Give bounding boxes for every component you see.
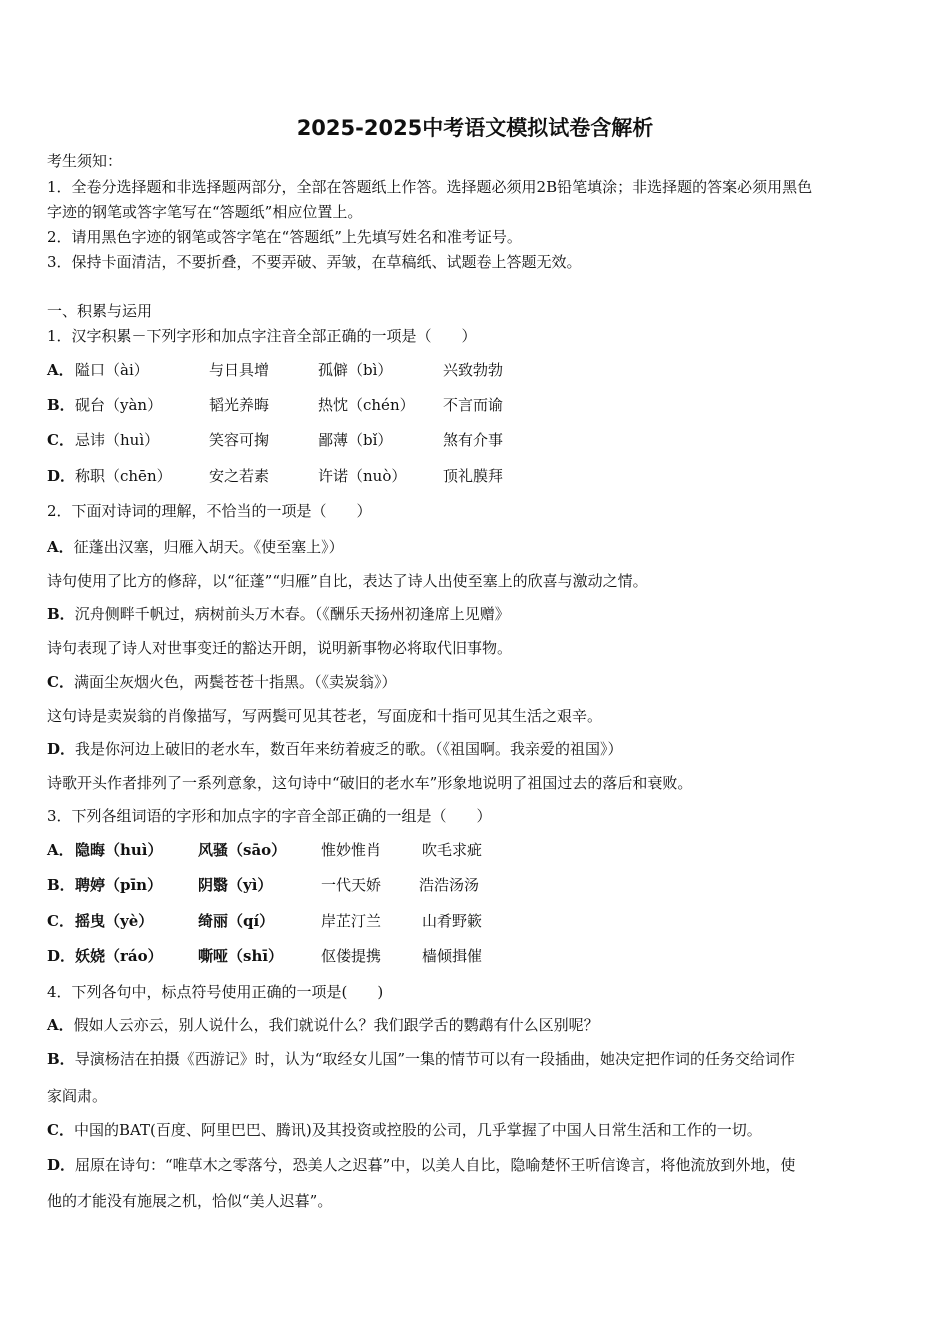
option-text: 我是你河边上破旧的老水车，数百年来纺着疲乏的歌。（《祖国啊。我亲爱的祖国》） (75, 740, 623, 758)
option-cell: 嘶哑（shī） (198, 947, 284, 965)
question-2-stem: 2．下面对诗词的理解，不恰当的一项是（ ） (47, 502, 372, 520)
q2-explanation-a: 诗句使用了比方的修辞，以“征蓬”“归雁”自比，表达了诗人出使至塞上的欣喜与激动之情。 (47, 572, 648, 590)
option-cell: 惟妙惟肖 (321, 841, 382, 859)
option-cell: 妖娆（ráo） (75, 947, 163, 965)
option-label: A． (47, 1016, 74, 1034)
option-cell: 鄙薄（bǐ） (318, 431, 393, 449)
option-cell: 风骚（sāo） (198, 841, 287, 859)
option-text: 征蓬出汉塞，归雁入胡天。《使至塞上》） (73, 538, 344, 556)
option-cell: 与日具增 (209, 361, 270, 379)
option-cell: 摇曳（yè） (75, 912, 154, 930)
option-cell: 砚台（yàn） (75, 396, 163, 414)
q4-option-d[interactable] (47, 1155, 900, 1175)
option-cell: 浩浩汤汤 (419, 876, 480, 894)
option-label: D． (47, 467, 76, 485)
option-label: B． (47, 876, 75, 894)
option-cell: 不言而谕 (443, 396, 504, 414)
option-cell: 阴翳（yì） (198, 876, 273, 894)
section-heading: 一、积累与运用 (47, 302, 153, 320)
q2-explanation-c: 这句诗是卖炭翁的肖像描写，写两鬓可见其苍老，写面庞和十指可见其生活之艰辛。 (47, 707, 603, 725)
option-text: 假如人云亦云，别人说什么，我们就说什么？我们跟学舌的鹦鹉有什么区别呢？ (73, 1016, 599, 1034)
option-cell: 热忱（chén） (318, 396, 415, 414)
q2-option-a[interactable] (47, 537, 900, 557)
notice-item: 1．全卷分选择题和非选择题两部分，全部在答题纸上作答。选择题必须用2B铅笔填涂；非选择题的答案必须用黑色 (47, 178, 813, 196)
option-cell: 兴致勃勃 (443, 361, 504, 379)
option-cell: 忌讳（huì） (75, 431, 160, 449)
notice-item: 3．保持卡面清洁，不要折叠，不要弄破、弄皱，在草稿纸、试题卷上答题无效。 (47, 253, 582, 271)
option-cell: 聘婷（pīn） (75, 876, 163, 894)
option-text: 屈原在诗句：“唯草木之零落兮，恐美人之迟暮”中，以美人自比，隐喻楚怀王听信谗言，将他流放到外地，使 (75, 1156, 796, 1174)
option-label: A． (47, 361, 74, 379)
option-text: 中国的BAT(百度、阿里巴巴、腾讯)及其投资或控股的公司，几乎掌握了中国人日常生活和工作的一切。 (73, 1121, 762, 1139)
q2-option-d[interactable] (47, 739, 900, 759)
option-cell: 山肴野簌 (422, 912, 483, 930)
q2-option-b[interactable] (47, 604, 900, 624)
option-label: D． (47, 1156, 76, 1174)
option-cell: 岸芷汀兰 (321, 912, 382, 930)
option-cell: 安之若素 (209, 467, 270, 485)
option-label: B． (47, 396, 75, 414)
option-cell: 樯倾揖催 (422, 947, 483, 965)
option-cell: 孤僻（bì） (318, 361, 393, 379)
option-cell: 许诺（nuò） (318, 467, 407, 485)
notice-item: 字迹的钢笔或答字笔写在“答题纸”相应位置上。 (47, 203, 363, 221)
notice-item: 2．请用黑色字迹的钢笔或答字笔在“答题纸”上先填写姓名和准考证号。 (47, 228, 522, 246)
page-title: 2025-2025中考语文模拟试卷含解析 (296, 116, 654, 140)
option-label: B． (47, 605, 75, 623)
option-cell: 吹毛求疵 (422, 841, 483, 859)
option-text: 导演杨洁在拍摄《西游记》时，认为“取经女儿国”一集的情节可以有一段插曲，她决定把作词的任务交给词作 (74, 1050, 796, 1068)
option-cell: 绮丽（qí） (198, 912, 275, 930)
option-label: D． (47, 947, 76, 965)
question-4-stem: 4．下列各句中，标点符号使用正确的一项是( ) (47, 983, 384, 1001)
q4-option-d-cont: 他的才能没有施展之机，恰似“美人迟暮”。 (47, 1192, 333, 1210)
option-label: C． (47, 912, 74, 930)
option-text: 沉舟侧畔千帆过，病树前头万木春。（《酬乐天扬州初逢席上见赠》 (74, 605, 510, 623)
q2-explanation-d: 诗歌开头作者排列了一系列意象，这句诗中“破旧的老水车”形象地说明了祖国过去的落后和衰败。 (47, 774, 693, 792)
question-3-stem: 3．下列各组词语的字形和加点字的字音全部正确的一组是（ ） (47, 807, 492, 825)
option-cell: 隘口（ài） (75, 361, 149, 379)
option-label: B． (47, 1050, 75, 1068)
option-cell: 伛偻提携 (321, 947, 382, 965)
question-1-stem: 1．汉字积累－下列字形和加点字注音全部正确的一项是（ ） (47, 327, 477, 345)
option-cell: 笑容可掬 (209, 431, 270, 449)
option-cell: 称职（chēn） (75, 467, 172, 485)
q4-option-a[interactable] (47, 1015, 900, 1035)
option-label: D． (47, 740, 76, 758)
q4-option-c[interactable] (47, 1120, 900, 1140)
option-cell: 一代天娇 (321, 876, 382, 894)
option-label: C． (47, 673, 74, 691)
option-label: A． (47, 538, 74, 556)
q4-option-b-cont: 家阎肃。 (47, 1087, 108, 1105)
option-cell: 煞有介事 (443, 431, 504, 449)
option-text: 满面尘灰烟火色，两鬓苍苍十指黑。（《卖炭翁》） (73, 673, 397, 691)
q2-explanation-b: 诗句表现了诗人对世事变迁的豁达开朗，说明新事物必将取代旧事物。 (47, 639, 513, 657)
option-label: C． (47, 431, 74, 449)
option-cell: 隐晦（huì） (75, 841, 163, 859)
option-label: A． (47, 841, 74, 859)
q2-option-c[interactable] (47, 672, 900, 692)
option-label: C． (47, 1121, 74, 1139)
option-cell: 顶礼膜拜 (443, 467, 504, 485)
q4-option-b[interactable] (47, 1049, 900, 1069)
option-cell: 韬光养晦 (209, 396, 270, 414)
notice-heading: 考生须知： (47, 152, 123, 170)
